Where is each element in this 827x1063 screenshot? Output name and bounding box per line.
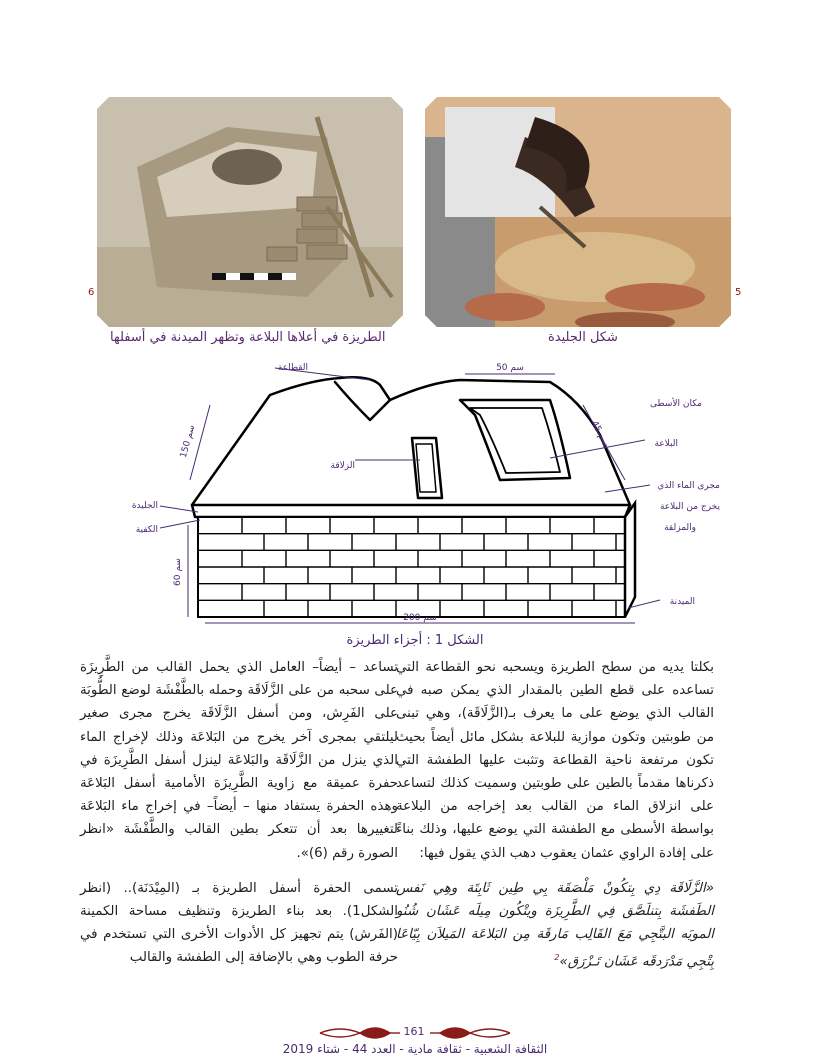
dim-top-width: 50 سم xyxy=(496,363,524,373)
photo-caption-left: الطريزة في أعلاها البلاعة وتظهر الميدنة في أسفلها xyxy=(110,330,386,345)
tarriza-diagram xyxy=(80,360,760,650)
footnote-ref: 2 xyxy=(554,953,560,963)
label-zallaqa: الزلاقة xyxy=(330,461,355,471)
label-maydana: الميدنة xyxy=(669,597,695,607)
label-majra-1: مجرى الماء الذي xyxy=(657,481,720,491)
photo-tarriza xyxy=(97,97,403,327)
label-jalida: الجليدة xyxy=(131,501,158,511)
page-number: 161 xyxy=(403,1025,425,1038)
dim-height: 60 سم xyxy=(173,558,183,586)
paragraph: تساعد – أيضاً– العامل الذي يحمل القالب من الطَّرِيزَة على سحبه من على الزَّلَاقَة وحمله بالطَّفْشَة لوضع الطُّوبَة على الفَرِش، ومن أسفل الزَّلَاقَة يخرج مجرى صغير ليلتقي بمجرى آخر يخرج من البَلاعَة وذلك لإخراج الماء الذي ينزل من الزَّلَاقَة والبَلاعَة لينزل أسفل الطَّرِيزَة في حفرة عميقة مع زاوية الطَّرِيزَة الأمامية أسفل البَلاعَة وهذه الحفرة يستفاد منها – أيضاً– في إخراج ماء البَلاعَة لتغييرها بعد أن تتعكر بطين القالب والطَّفْشَة «انظر الصورة رقم (6)». xyxy=(80,660,398,861)
label-majra-3: والمزلقة xyxy=(664,523,696,533)
paragraph: بكلتا يديه من سطح الطريزة ويسحبه نحو القطاعة التي تساعده على قطع الطين بالمقدار الذي يمكن صبه في القالب الذي يوضع على ما يعرف بـ(الزَّلَاقَة)، وهي تبنى من طوبتين وتكون موازية للبلاعة بشكل مائل أيضاً بحيث تكون مرتفعة ناحية القطاعة وتثبت عليها الطفشة التي ذكرناها مقدماً بالطين على طوبتين وسميت كذلك لتساعد على انزلاق الماء من القالب بعد إخراجه من البلاعة بواسطة الأسطى مع الطفشة التي يوضع عليها، وذلك بناءً على إفادة الراوي عثمان يعقوب دهب الذي يقول فيها: xyxy=(396,660,714,861)
label-kafya: الكفية xyxy=(135,525,158,535)
quote-paragraph xyxy=(396,877,714,974)
label-balaa: البلاعة xyxy=(654,439,678,449)
label-maktan: مكان الأسطى xyxy=(649,399,702,409)
photo-number-left: 6 xyxy=(88,287,95,298)
text-column-right xyxy=(396,656,714,986)
photo-caption-right: شكل الجليدة xyxy=(548,330,618,345)
label-majra-2: يخرج من البلاعة xyxy=(659,502,720,512)
paragraph: تسمى الحفرة أسفل الطريزة بـ (المِيْدَنَة).. (انظر الشكل1). بعد بناء الطريزة وتنظيف مساحة الكمينة (الفَرش) يتم تجهيز كل الأدوات الأخرى التي تستخدم في حرفة الطوب وهي بالإضافة إلى الطفشة والقالب xyxy=(80,880,398,966)
label-qattaa: القطاعة xyxy=(277,363,308,373)
dim-length: 150 سم xyxy=(178,423,198,459)
dim-basin-depth: 45 سم xyxy=(588,419,611,449)
dim-base-width: 200 سم xyxy=(403,613,437,623)
photo-jalida xyxy=(425,97,731,327)
text-column-left xyxy=(80,656,398,982)
footer-journal: الثقافة الشعبية - ثقافة مادية - العدد 44 - شتاء 2019 xyxy=(282,1042,548,1056)
quote-text: «الزَّلَاقَة دِي بِتكُونْ مَلْصَقَة بِي طِين ثَابِتَة وهِي نَفس الطَفشَة بِتنلَصَّق فِي الطَّرِيزَة ويتْكُون مِيلَه عَشَان شُنُو المويَه البتَّجِي مَعَ القَالِب مَارقَة مِن البَلاعَة المَيلاَن بِيّاعَا بِتْجِي مَدْرَدقَه عَشَان تَـزْرَق» xyxy=(396,880,714,970)
photo-number-right: 5 xyxy=(735,287,742,298)
figure-caption: الشكل 1 : أجزاء الطريزة xyxy=(346,633,484,648)
